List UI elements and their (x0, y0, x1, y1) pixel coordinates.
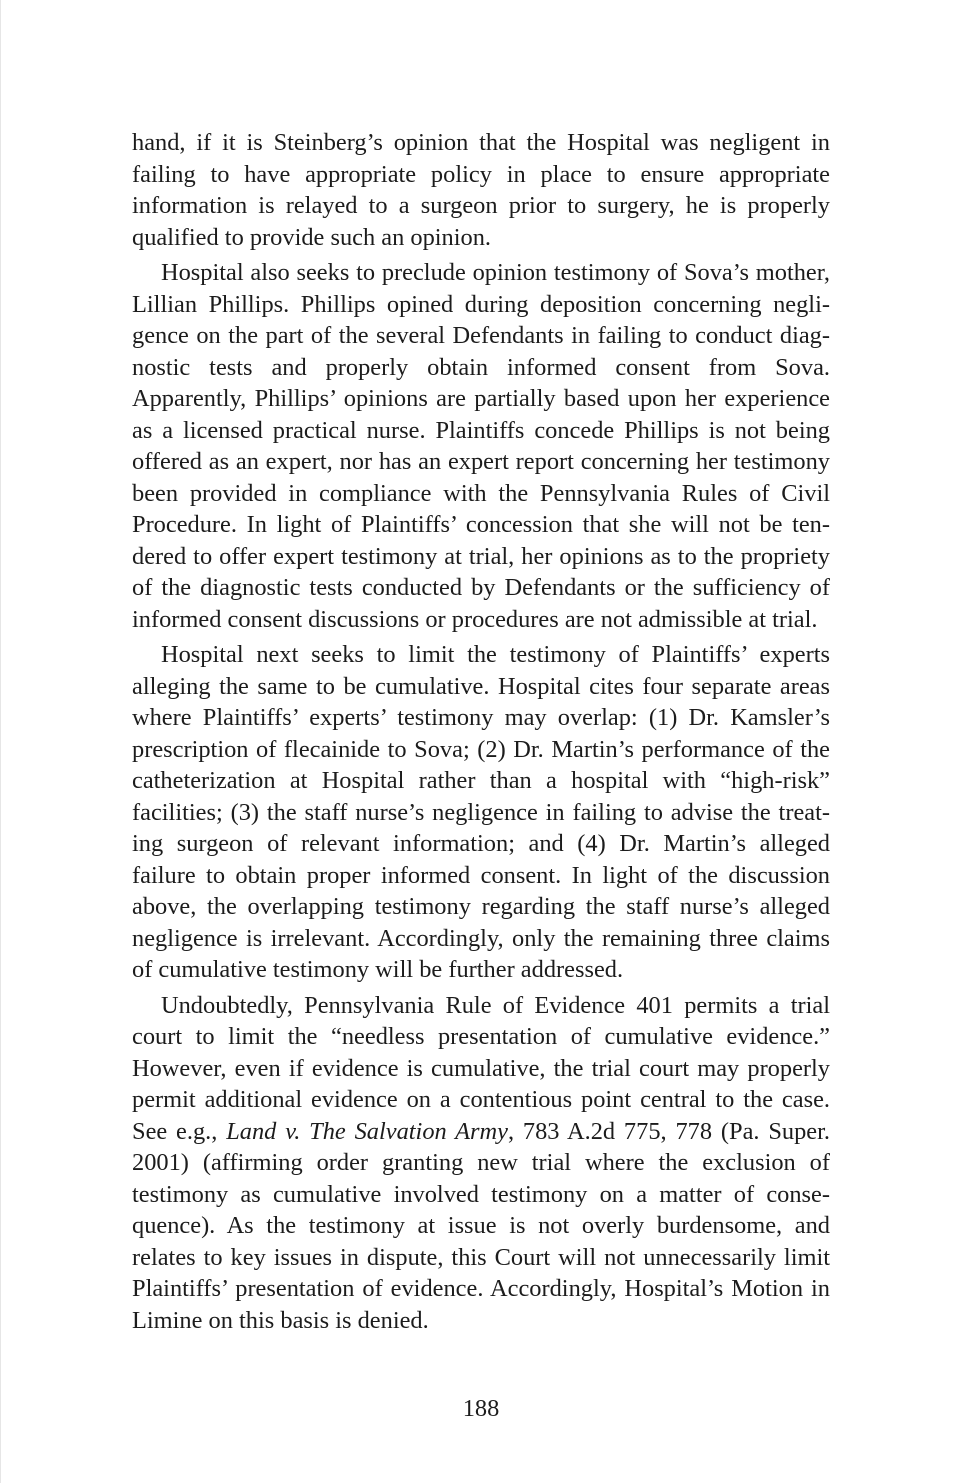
paragraph-rule-401-text-after: , 783 A.2d 775, 778 (Pa. Super. 2001) (affirming order granting new trial where the exclusion of testimony as cumulative involved testimony on a matter of consequence). As the testimony at issue is not overly burdensome, and relates to key issues in dispute, this Court will not unnecessarily limit Plaintiffs’ presentation of evidence. Accordingly, Hospital’s Motion in Limine on this basis is denied. (132, 1117, 830, 1334)
paragraph-rule-401-text-before: Undoubtedly, Pennsylvania Rule of Evidence 401 permits a trial court to limit the “needless presentation of cumulative evidence.” However, even if evidence is cumulative, the trial court may properly permit additional evidence on a contentious point central to the case. See e.g., (132, 991, 830, 1145)
paragraph-rule-401 (132, 990, 830, 1337)
page-number: 188 (462, 1395, 500, 1422)
paragraph-cumulative-experts: Hospital next seeks to limit the testimony of Plaintiffs’ experts alleging the same to be cumulative. Hospital cites four separate areas where Plaintiffs’ experts’ testimony may overlap: (1) Dr. Kamsler’s prescription of flecainide to Sova; (2) Dr. Martin’s performance of the catheterization at Hospital rather than a hospital with “high-risk” facilities; (3) the staff nurse’s negligence in failing to advise the treating surgeon of relevant information; and (4) Dr. Martin’s alleged failure to obtain proper informed consent. In light of the discussion above, the overlapping testimony regarding the staff nurse’s alleged negligence is irrelevant. Accordingly, only the remaining three claims of cumulative testimony will be further addressed. (132, 641, 830, 983)
paragraph-continuation: hand, if it is Steinberg’s opinion that the Hospital was negligent in failing to have appropriate policy in place to ensure appropriate information is relayed to a surgeon prior to surgery, he is properly qualified to provide such an opinion. (132, 129, 830, 251)
body-text (132, 127, 830, 1336)
case-citation: Land v. The Salvation Army (226, 1117, 508, 1145)
paragraph-phillips-testimony: Hospital also seeks to preclude opinion testimony of Sova’s mother, Lillian Phillips. Phillips opined during deposition concerning negligence on the part of the several Defendants in failing to conduct diagnostic tests and properly obtain informed consent from Sova. Apparently, Phillips’ opinions are partially based upon her experience as a licensed practical nurse. Plaintiffs concede Phillips is not being offered as an expert, nor has an expert report concerning her testimony been provided in compliance with the Pennsylvania Rules of Civil Procedure. In light of Plaintiffs’ concession that she will not be tendered to offer expert testimony at trial, her opinions as to the propriety of the diagnostic tests conducted by Defendants or the sufficiency of informed consent discussions or procedures are not admissible at trial. (132, 259, 830, 633)
